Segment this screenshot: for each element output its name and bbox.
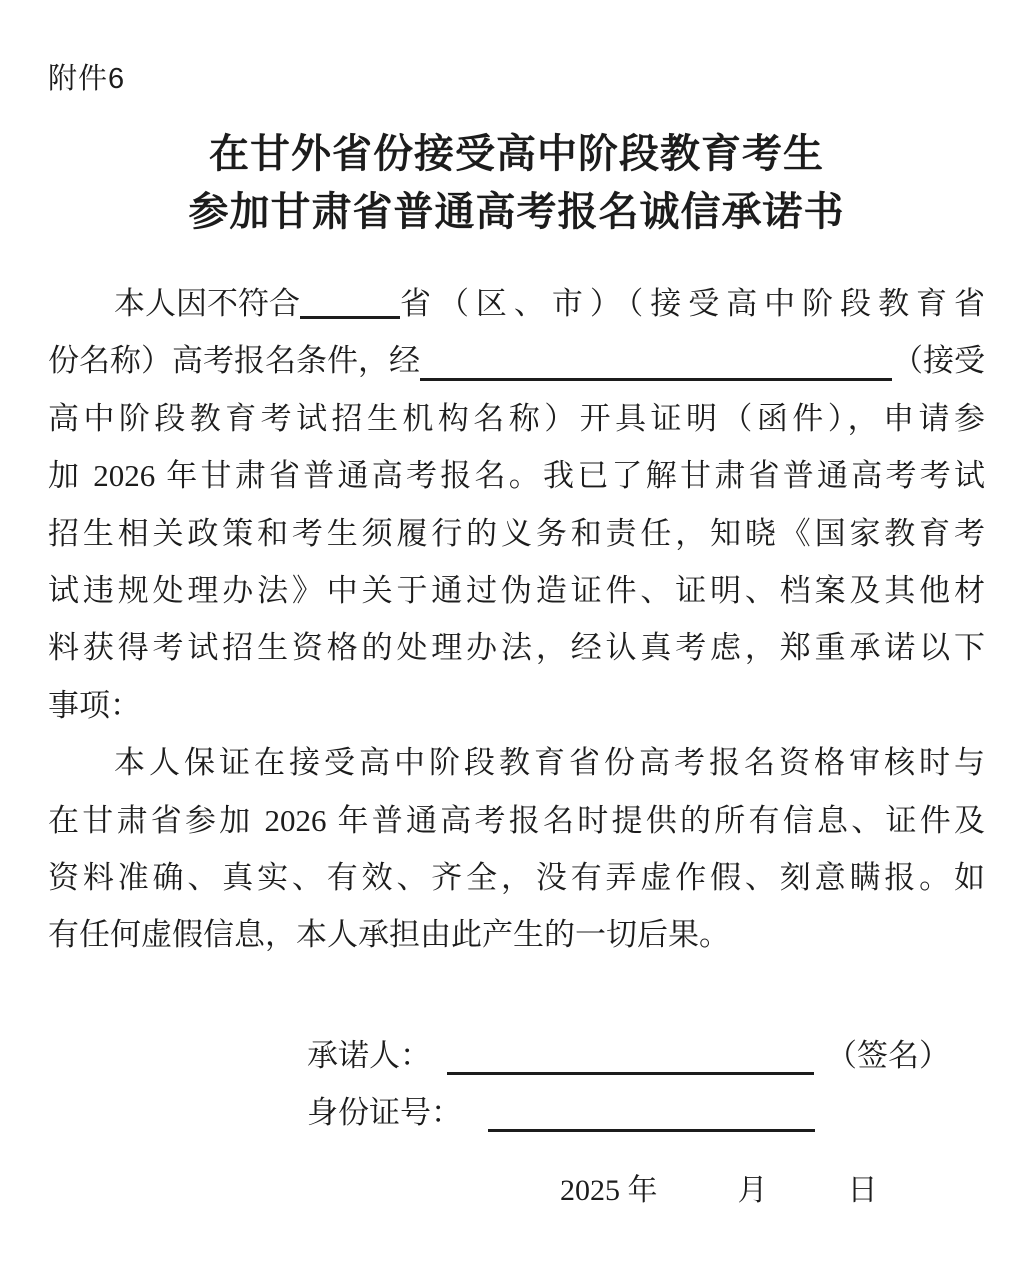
paragraph1-line2	[48, 332, 985, 389]
province-blank-line	[300, 315, 400, 319]
paragraph1-line7: 料获得考试招生资格的处理办法，经认真考虑，郑重承诺以下	[48, 630, 985, 666]
date-month: 月	[737, 1173, 768, 1207]
attachment-number: 附件6	[48, 63, 126, 95]
paragraph2-line2: 在甘肃省参加 2026 年普通高考报名时提供的所有信息、证件及	[48, 802, 985, 838]
date-year: 2025 年	[560, 1173, 658, 1207]
paragraph2-line3: 资料准确、真实、有效、齐全，没有弄虚作假、刻意瞒报。如	[48, 859, 985, 895]
paragraph2-line1: 本人保证在接受高中阶段教育省份高考报名资格审核时与	[114, 745, 985, 781]
paragraph1-line6: 试违规处理办法》中关于通过伪造证件、证明、档案及其他材	[48, 572, 985, 608]
promiser-label: 承诺人：	[307, 1037, 431, 1073]
date-row	[560, 1162, 985, 1219]
signature-note: （签名）	[826, 1037, 950, 1073]
document-body	[48, 275, 985, 964]
paragraph1-line4: 加 2026 年甘肃省普通高考报名。我已了解甘肃省普通高考考试	[48, 458, 985, 494]
signature-block	[48, 1027, 985, 1219]
id-number-row	[307, 1084, 985, 1141]
id-number-label: 身份证号：	[307, 1094, 462, 1130]
document-title-line-1: 在甘外省份接受高中阶段教育考生	[209, 131, 824, 176]
paragraph1-line1-text-before-blank: 本人因不符合	[114, 286, 300, 321]
id-number-line	[488, 1129, 815, 1132]
paragraph1-line5: 招生相关政策和考生须履行的义务和责任，知晓《国家教育考	[48, 515, 985, 551]
date-day: 日	[847, 1173, 878, 1207]
paragraph1-line8: 事项：	[48, 687, 141, 723]
promiser-signature-line	[447, 1072, 814, 1075]
institution-blank-line	[420, 378, 892, 381]
promiser-row	[307, 1027, 985, 1084]
document-title	[48, 125, 985, 241]
document-title-line-2: 参加甘肃省普通高考报名诚信承诺书	[188, 189, 845, 234]
paragraph1-line3: 高中阶段教育考试招生机构名称）开具证明（函件），申请参	[48, 400, 985, 436]
paragraph2-line4: 有任何虚假信息，本人承担由此产生的一切后果。	[48, 917, 730, 953]
paragraph1-line1	[48, 275, 985, 332]
paragraph1-line2-text-before-blank: 份名称）高考报名条件，经	[48, 343, 420, 379]
paragraph1-line2-text-after-blank: （接受	[892, 343, 985, 379]
paragraph1-line1-text-after-blank: 省（区、市）（接受高中阶段教育省	[400, 286, 985, 321]
